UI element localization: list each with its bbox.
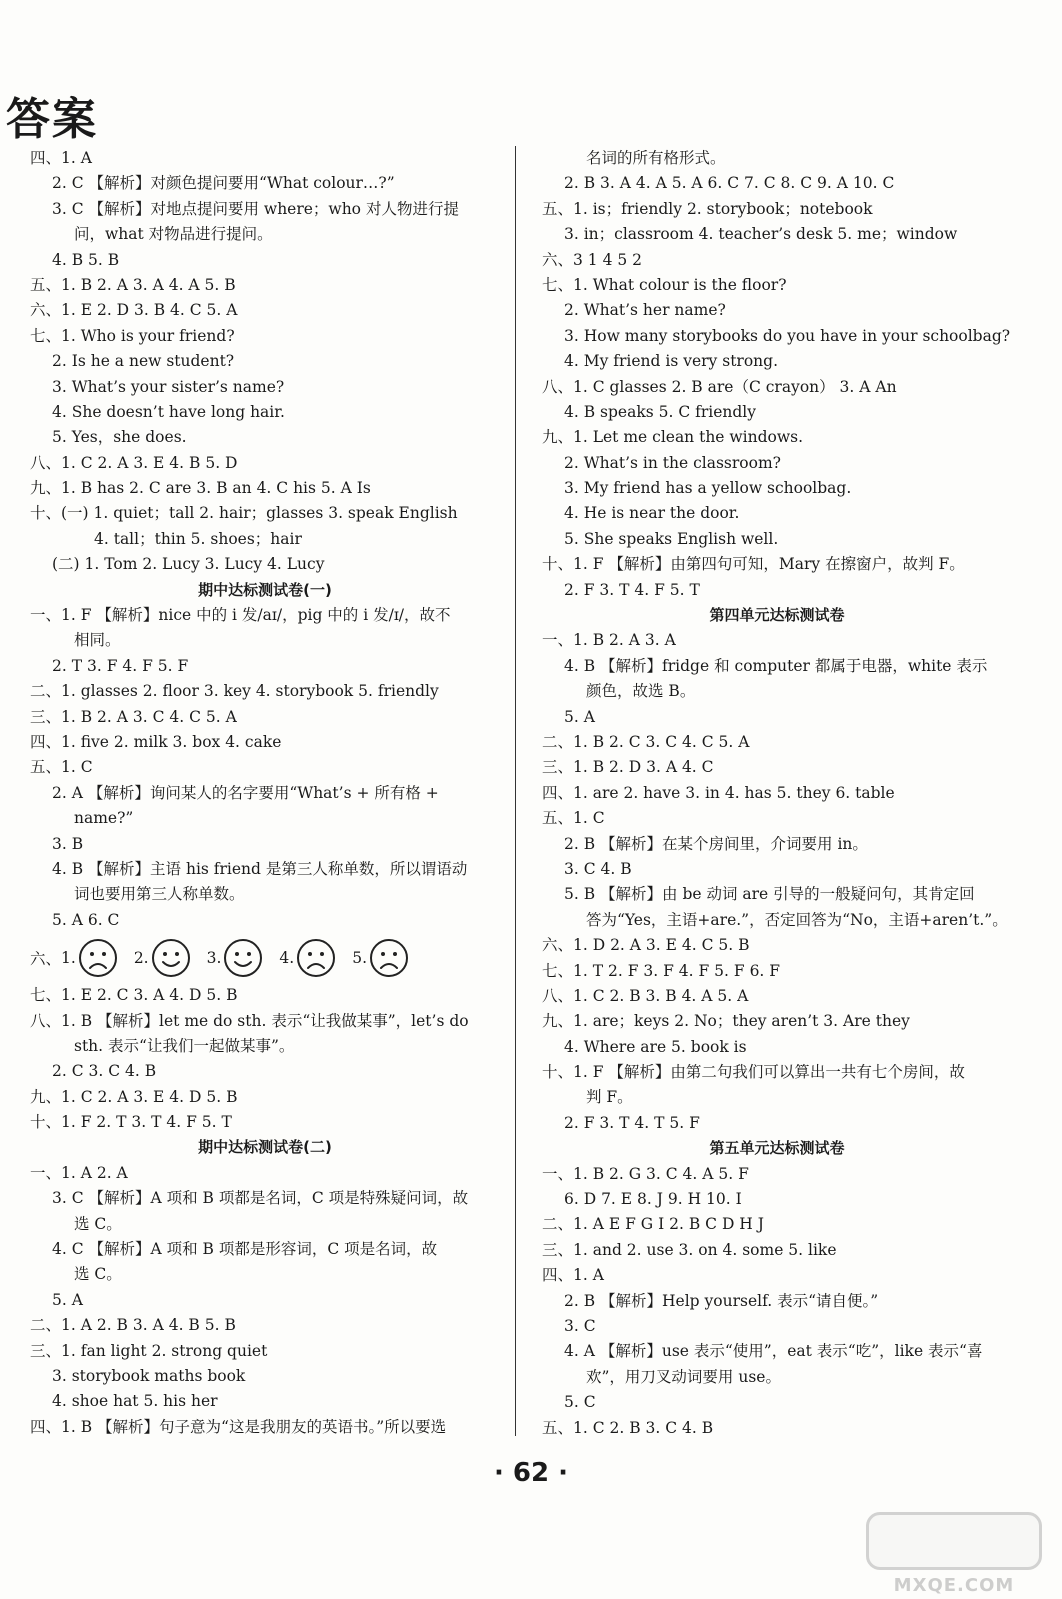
section-heading: 期中达标测试卷(二) xyxy=(198,1138,332,1157)
answer-line: 2. Is he a new student? xyxy=(52,352,235,371)
face-item-number: 1. xyxy=(61,949,76,968)
answer-line: 3. What’s your sister’s name? xyxy=(52,377,285,396)
sad-face-icon xyxy=(294,938,336,978)
watermark-logo xyxy=(866,1512,1042,1570)
answer-line: 三、1. and 2. use 3. on 4. some 5. like xyxy=(542,1240,837,1259)
answer-line: 相同。 xyxy=(74,631,121,650)
answer-line: 2. What’s in the classroom? xyxy=(564,453,781,472)
answer-line: 颜色，故选 B。 xyxy=(586,682,696,701)
answer-line: 5. C xyxy=(564,1393,596,1412)
answer-line: 2. F 3. T 4. T 5. F xyxy=(564,1113,700,1132)
face-answer-row xyxy=(30,933,500,983)
answer-line: 八、1. C 2. A 3. E 4. B 5. D xyxy=(30,453,238,472)
answer-line: 六、1. D 2. A 3. E 4. C 5. B xyxy=(542,936,750,955)
face-row-label: 六、 xyxy=(30,950,62,969)
face-item-number: 3. xyxy=(206,949,222,968)
answer-line: 4. B speaks 5. C friendly xyxy=(564,402,756,421)
answer-line: 5. A xyxy=(564,707,595,726)
answer-line: 4. He is near the door. xyxy=(564,504,740,523)
answer-line: 五、1. C xyxy=(542,809,605,828)
answer-line: 五、1. C xyxy=(30,758,93,777)
answer-line: 四、1. are 2. have 3. in 4. has 5. they 6. table xyxy=(542,783,895,802)
face-item-number: 2. xyxy=(133,949,149,968)
answer-line: 判 F。 xyxy=(586,1088,633,1107)
answer-column-left xyxy=(30,146,500,1440)
answer-line: 3. in；classroom 4. teacher’s desk 5. me；window xyxy=(564,225,958,244)
answer-column-right xyxy=(542,146,1012,1441)
column-divider xyxy=(515,146,516,1436)
answer-line: 2. B 3. A 4. A 5. A 6. C 7. C 8. C 9. A 10. C xyxy=(564,174,895,193)
answer-line: 二、1. A E F G I 2. B C D H J xyxy=(542,1215,764,1234)
answer-line: 五、1. B 2. A 3. A 4. A 5. B xyxy=(30,275,236,294)
answer-line: 六、3 1 4 5 2 xyxy=(542,250,643,269)
answer-line: 选 C。 xyxy=(74,1265,122,1284)
answer-line: 四、1. five 2. milk 3. box 4. cake xyxy=(30,732,282,751)
answer-line: 九、1. are；keys 2. No；they aren’t 3. Are they xyxy=(542,1012,910,1031)
answer-line: 6. D 7. E 8. J 9. H 10. I xyxy=(564,1190,742,1209)
answer-line: 十、1. F 【解析】由第二句我们可以算出一共有七个房间，故 xyxy=(542,1063,965,1082)
answer-line: 5. B 【解析】由 be 动词 are 引导的一般疑问句，其肯定回 xyxy=(564,885,975,904)
answer-line: 一、1. B 2. A 3. A xyxy=(542,631,676,650)
answer-line: 选 C。 xyxy=(74,1214,122,1233)
answer-line: 2. B 【解析】在某个房间里，介词要用 in。 xyxy=(564,834,868,853)
answer-line: 4. B 【解析】fridge 和 computer 都属于电器，white 表示 xyxy=(564,656,988,675)
answer-line: 3. C 【解析】A 项和 B 项都是名词，C 项是特殊疑问词，故 xyxy=(52,1189,469,1208)
answer-line: 2. What’s her name? xyxy=(564,301,726,320)
answer-line: 5. She speaks English well. xyxy=(564,529,779,548)
answer-line: 三、1. B 2. D 3. A 4. C xyxy=(542,758,714,777)
section-heading: 期中达标测试卷(一) xyxy=(198,580,332,599)
answer-line: 一、1. A 2. A xyxy=(30,1163,128,1182)
answer-line: 2. C 【解析】对颜色提问要用“What colour…?” xyxy=(52,174,395,193)
answer-line: 五、1. is；friendly 2. storybook；notebook xyxy=(542,199,873,218)
answer-line: 欢”，用刀叉动词要用 use。 xyxy=(586,1367,781,1386)
answer-line: 3. C 【解析】对地点提问要用 where；who 对人物进行提 xyxy=(52,199,459,218)
answer-line: 二、1. A 2. B 3. A 4. B 5. B xyxy=(30,1316,236,1335)
face-item xyxy=(279,938,336,978)
answer-line: 七、1. T 2. F 3. F 4. F 5. F 6. F xyxy=(542,961,781,980)
answer-line: 十、1. F 2. T 3. T 4. F 5. T xyxy=(30,1113,232,1132)
answer-line: 十、(一) 1. quiet；tall 2. hair；glasses 3. speak English xyxy=(30,504,458,523)
answer-line: 六、1. E 2. D 3. B 4. C 5. A xyxy=(30,301,238,320)
answer-line: 2. C 3. C 4. B xyxy=(52,1062,157,1081)
face-item xyxy=(134,938,191,978)
answer-line: 4. shoe hat 5. his her xyxy=(52,1392,218,1411)
answer-line: 4. She doesn’t have long hair. xyxy=(52,402,285,421)
answer-line: 词也要用第三人称单数。 xyxy=(74,885,245,904)
answer-line: 3. C xyxy=(564,1316,596,1335)
answer-line: 一、1. B 2. G 3. C 4. A 5. F xyxy=(542,1164,749,1183)
page-number: · 62 · xyxy=(493,1458,569,1488)
answer-line: 三、1. fan light 2. strong quiet xyxy=(30,1341,268,1360)
answer-line: 4. My friend is very strong. xyxy=(564,352,778,371)
section-heading: 第五单元达标测试卷 xyxy=(709,1139,845,1158)
answer-line: 八、1. B 【解析】let me do sth. 表示“让我做某事”，let’s do xyxy=(30,1011,469,1030)
face-item xyxy=(61,938,118,978)
answer-line: 五、1. C 2. B 3. C 4. B xyxy=(542,1418,714,1437)
answer-line: 八、1. C glasses 2. B are（C crayon） 3. A An xyxy=(542,377,897,396)
answer-line: 九、1. B has 2. C are 3. B an 4. C his 5. A Is xyxy=(30,479,371,498)
answer-line: 四、1. B 【解析】句子意为“这是我朋友的英语书。”所以要选 xyxy=(30,1417,447,1436)
answer-line: 八、1. C 2. B 3. B 4. A 5. A xyxy=(542,986,749,1005)
answer-line: 5. A xyxy=(52,1290,83,1309)
answer-line: 四、1. A xyxy=(30,149,92,167)
happy-face-icon xyxy=(221,938,263,978)
answer-line: (二) 1. Tom 2. Lucy 3. Lucy 4. Lucy xyxy=(52,555,325,574)
answer-line: 2. T 3. F 4. F 5. F xyxy=(52,656,189,675)
answer-line: 名词的所有格形式。 xyxy=(586,149,726,167)
answer-line: 九、1. Let me clean the windows. xyxy=(542,428,804,447)
answer-line: 一、1. F 【解析】nice 中的 i 发/aɪ/，pig 中的 i 发/ɪ/，故不 xyxy=(30,606,451,625)
section-heading: 第四单元达标测试卷 xyxy=(709,606,845,625)
answer-line: 问，what 对物品进行提问。 xyxy=(74,225,273,244)
answer-line: 3. B xyxy=(52,834,84,853)
answer-line: 二、1. B 2. C 3. C 4. C 5. A xyxy=(542,732,750,751)
answer-line: 二、1. glasses 2. floor 3. key 4. storybook 5. friendly xyxy=(30,682,439,701)
answer-line: 三、1. B 2. A 3. C 4. C 5. A xyxy=(30,707,237,726)
answer-line: 3. C 4. B xyxy=(564,859,632,878)
answer-line: 2. F 3. T 4. F 5. T xyxy=(564,580,700,599)
face-item-number: 4. xyxy=(279,949,295,968)
face-item xyxy=(207,938,264,978)
answer-line: 七、1. What colour is the floor? xyxy=(542,275,787,294)
answer-line: 七、1. Who is your friend? xyxy=(30,326,235,345)
answer-line: 九、1. C 2. A 3. E 4. D 5. B xyxy=(30,1087,238,1106)
answer-line: 4. B 【解析】主语 his friend 是第三人称单数，所以谓语动 xyxy=(52,859,468,878)
sad-face-icon xyxy=(76,938,118,978)
face-item xyxy=(352,938,409,978)
answer-line: 七、1. E 2. C 3. A 4. D 5. B xyxy=(30,986,238,1005)
happy-face-icon xyxy=(149,938,191,978)
answer-line: 4. C 【解析】A 项和 B 项都是形容词，C 项是名词，故 xyxy=(52,1240,438,1259)
answer-line: 十、1. F 【解析】由第四句可知，Mary 在擦窗户，故判 F。 xyxy=(542,555,965,574)
answer-line: 四、1. A xyxy=(542,1266,604,1285)
answer-line: sth. 表示“让我们一起做某事”。 xyxy=(74,1036,295,1055)
answer-line: 5. Yes，she does. xyxy=(52,428,187,447)
answer-line: 3. How many storybooks do you have in your schoolbag? xyxy=(564,326,1011,345)
answer-line: 5. A 6. C xyxy=(52,910,120,929)
answer-line: 4. Where are 5. book is xyxy=(564,1037,747,1056)
answer-line: name?” xyxy=(74,809,134,828)
answer-line: 3. storybook maths book xyxy=(52,1366,246,1385)
face-item-number: 5. xyxy=(352,949,367,968)
answer-line: 4. B 5. B xyxy=(52,250,120,269)
watermark xyxy=(866,1512,1042,1596)
answer-line: 4. A 【解析】use 表示“使用”，eat 表示“吃”，like 表示“喜 xyxy=(564,1342,983,1361)
answer-line: 2. B 【解析】Help yourself. 表示“请自便。” xyxy=(564,1291,879,1310)
watermark-text: MXQE.COM xyxy=(893,1575,1015,1596)
answer-line: 4. tall；thin 5. shoes；hair xyxy=(94,529,302,548)
answer-line: 2. A 【解析】询问某人的名字要用“What’s + 所有格 + xyxy=(52,783,439,802)
sad-face-icon xyxy=(367,938,409,978)
answer-line: 答为“Yes，主语+are.”，否定回答为“No，主语+aren’t.”。 xyxy=(586,910,1008,929)
answer-line: 3. My friend has a yellow schoolbag. xyxy=(564,479,852,498)
page-title: 答案 xyxy=(6,94,98,145)
